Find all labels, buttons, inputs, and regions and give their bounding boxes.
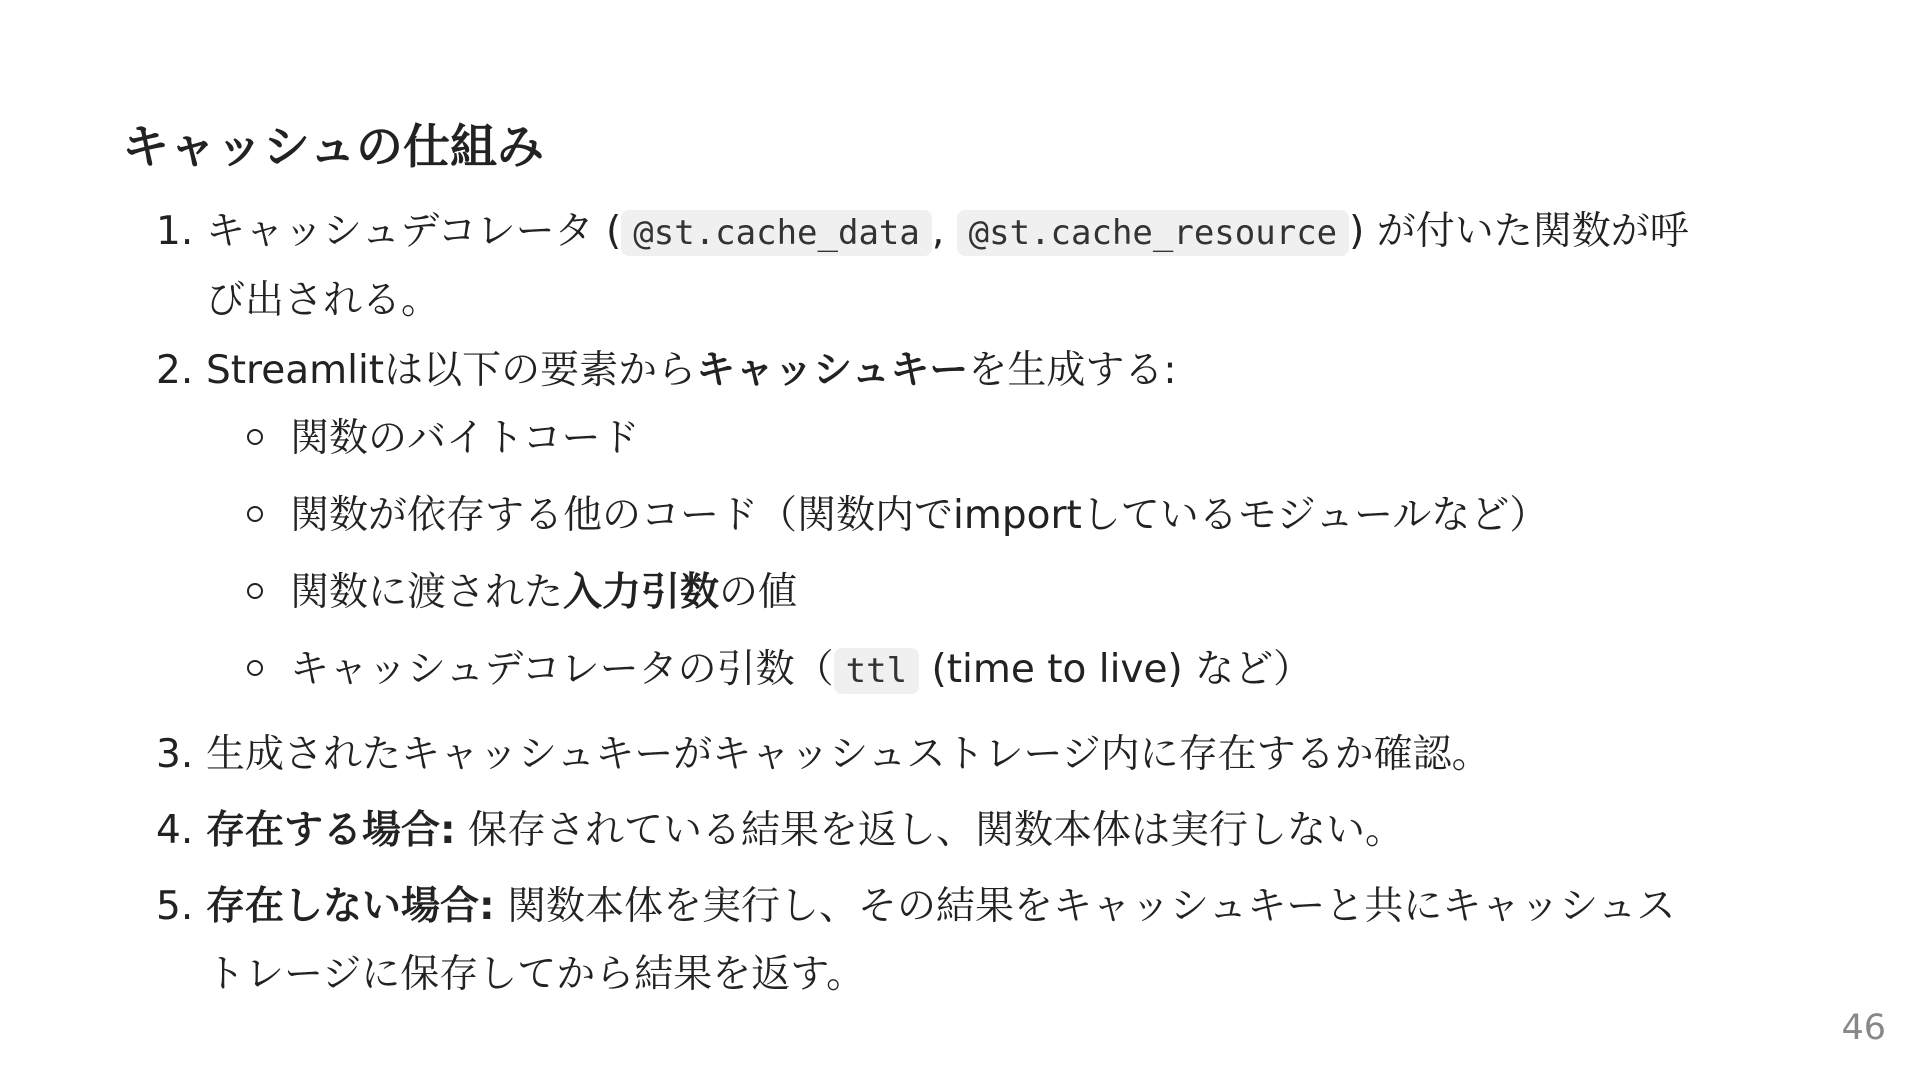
list-item-step-3 bbox=[150, 721, 1800, 789]
step-number: 5. bbox=[156, 884, 194, 929]
slide-title: キャッシュの仕組み bbox=[122, 120, 545, 175]
circle-bullet-icon bbox=[247, 506, 263, 522]
steps-list bbox=[150, 198, 1800, 1017]
list-item-step-1 bbox=[150, 198, 1800, 335]
step-3-text: 生成されたキャッシュキーがキャッシュストレージ内に存在するか確認。 bbox=[206, 732, 1491, 777]
step-1-line-2: び出される。 bbox=[206, 278, 441, 323]
step-1-line-1: キャッシュデコレータ ( @st.cache_data , @st.cache_resource ) が付いた関数が呼 bbox=[206, 209, 1689, 254]
circle-bullet-icon bbox=[247, 429, 263, 445]
bold-exists-case: 存在する場合: bbox=[206, 808, 456, 853]
sub-list-item: 関数が依存する他のコード（関数内でimportしているモジュールなど） bbox=[206, 482, 1800, 559]
step-number: 4. bbox=[156, 808, 194, 853]
step-2-text: Streamlitは以下の要素からキャッシュキーを生成する: bbox=[206, 348, 1177, 393]
bold-not-exists-case: 存在しない場合: bbox=[206, 884, 495, 929]
circle-bullet-icon bbox=[247, 660, 263, 676]
step-number: 3. bbox=[156, 732, 194, 777]
sub-list-item: 関数に渡された入力引数の値 bbox=[206, 559, 1800, 636]
sub-list-item: キャッシュデコレータの引数（ ttl (time to live) など） bbox=[206, 636, 1800, 713]
code-cache-data: @st.cache_data bbox=[621, 210, 932, 256]
step-4-text: 存在する場合: 保存されている結果を返し、関数本体は実行しない。 bbox=[206, 808, 1405, 853]
bold-input-arguments: 入力引数 bbox=[563, 570, 720, 615]
step-5-line-2: トレージに保存してから結果を返す。 bbox=[206, 952, 866, 997]
sub-list-item: 関数のバイトコード bbox=[206, 405, 1800, 482]
code-ttl: ttl bbox=[834, 648, 919, 694]
step-number: 2. bbox=[156, 348, 194, 393]
cache-key-elements-list bbox=[206, 405, 1800, 713]
step-number: 1. bbox=[156, 209, 194, 254]
list-item-step-4 bbox=[150, 797, 1800, 865]
code-cache-resource: @st.cache_resource bbox=[957, 210, 1349, 256]
circle-bullet-icon bbox=[247, 583, 263, 599]
list-item-step-2 bbox=[150, 337, 1800, 713]
bold-cache-key: キャッシュキー bbox=[696, 348, 969, 393]
step-5-line-1: 存在しない場合: 関数本体を実行し、その結果をキャッシュキーと共にキャッシュス bbox=[206, 884, 1676, 929]
page-number: 46 bbox=[1841, 1008, 1886, 1048]
list-item-step-5 bbox=[150, 873, 1800, 1009]
